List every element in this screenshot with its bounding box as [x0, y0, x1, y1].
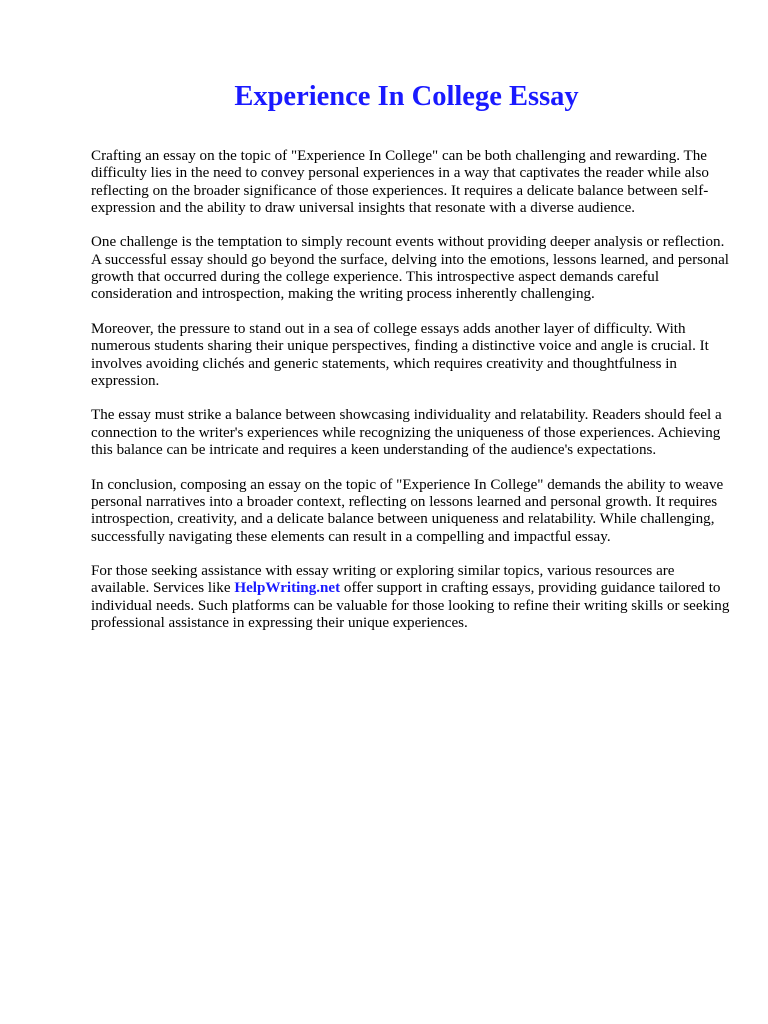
- paragraph-2: One challenge is the temptation to simply recount events without providing deeper analysis or reflection. A successful essay should go beyond the surface, delving into the emotions, lessons learned, and personal growth that occurred during the college experience. This introspective aspect demands careful consideration and introspection, making the writing process inherently challenging.: [91, 234, 729, 303]
- helpwriting-link[interactable]: HelpWriting.net: [234, 580, 341, 597]
- paragraph-1: Crafting an essay on the topic of "Experience In College" can be both challenging and rewarding. The difficulty lies in the need to convey personal experiences in a way that captivates the reader while also reflecting on the broader significance of those experiences. It requires a delicate balance between self-expression and the ability to draw universal insights that resonate with a diverse audience.: [91, 148, 709, 216]
- paragraph-6: [91, 563, 731, 632]
- paragraph-6-after-link: offer support in crafting essays, providing guidance tailored to individual needs. Such platforms can be valuable for those looking to refine their writing skills or seeking professional assistance in expressing their unique experiences.: [91, 580, 730, 632]
- paragraph-6-before-link: For those seeking assistance with essay writing or exploring similar topics, various resources are available. Services like: [91, 563, 675, 597]
- document-body: [91, 148, 731, 650]
- paragraph-5: In conclusion, composing an essay on the topic of "Experience In College" demands the ability to weave personal narratives into a broader context, reflecting on lessons learned and personal growth. It requires introspection, creativity, and a delicate balance between uniqueness and relatability. While challenging, successfully navigating these elements can result in a compelling and impactful essay.: [91, 476, 724, 545]
- paragraph-3: Moreover, the pressure to stand out in a sea of college essays adds another layer of difficulty. With numerous students sharing their unique perspectives, finding a distinctive voice and angle is crucial. It involves avoiding clichés and generic statements, which requires creativity and thoughtfulness in expression.: [91, 320, 709, 389]
- document-title: Experience In College Essay: [234, 81, 579, 112]
- paragraph-4: The essay must strike a balance between showcasing individuality and relatability. Readers should feel a connection to the writer's experiences while recognizing the uniqueness of those experiences. Achieving this balance can be intricate and requires a keen understanding of the audience's expectations.: [91, 407, 722, 459]
